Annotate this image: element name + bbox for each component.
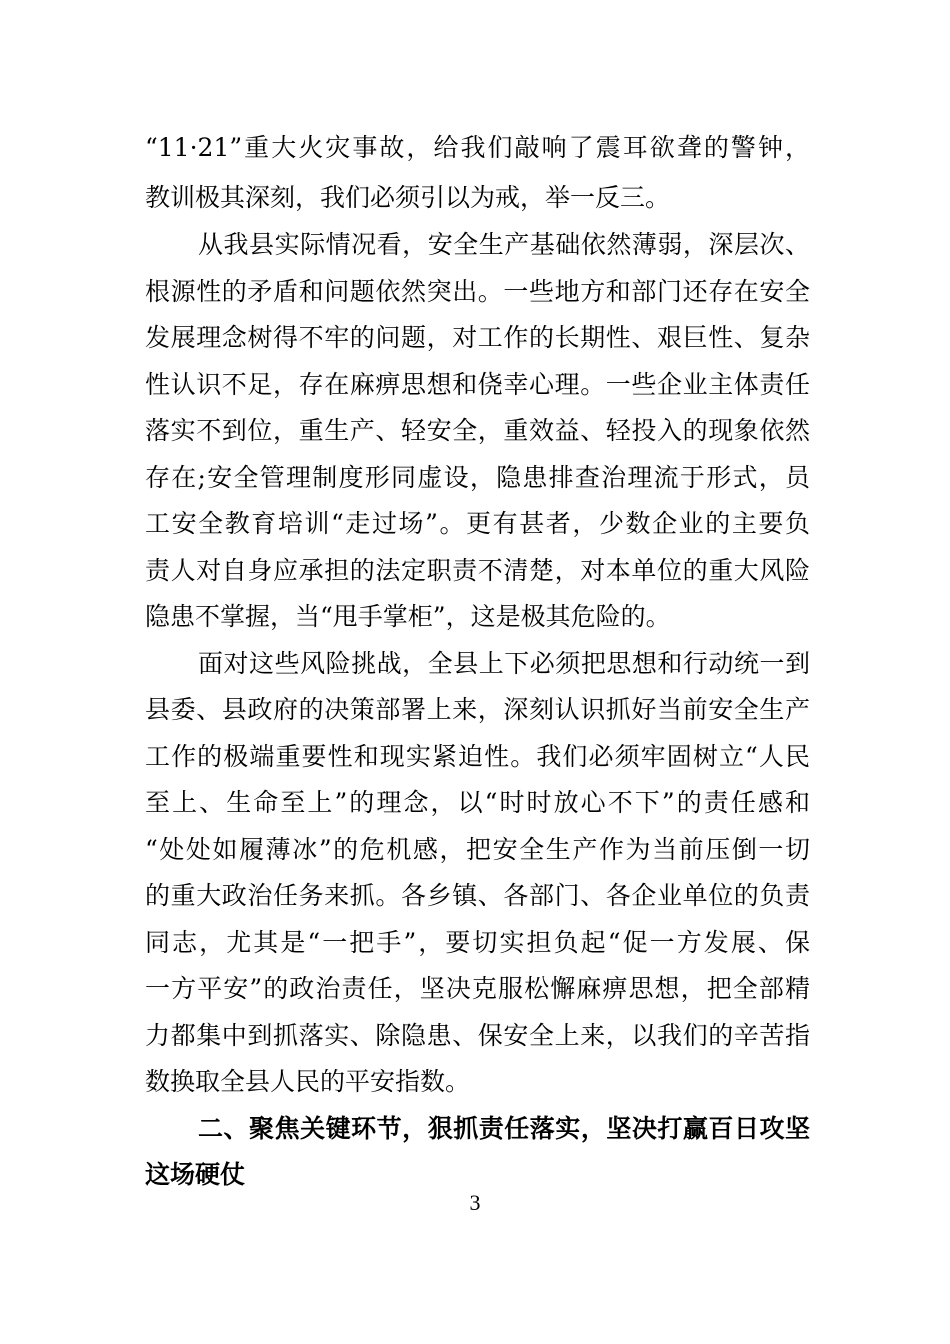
text-line: “11·21”重大火灾事故，给我们敲响了震耳欲聋的警钟，	[145, 133, 810, 162]
text-line: 同志，尤其是“一把手”，要切实担负起“促一方发展、保	[145, 928, 810, 957]
text-line: 的重大政治任务来抓。各乡镇、各部门、各企业单位的负责	[145, 881, 810, 910]
text-line: 责人对自身应承担的法定职责不清楚，对本单位的重大风险	[145, 556, 810, 585]
text-line: 面对这些风险挑战，全县上下必须把思想和行动统一到	[198, 649, 810, 678]
text-line: 工安全教育培训“走过场”。更有甚者，少数企业的主要负	[145, 509, 810, 538]
text-line: 至上、生命至上”的理念，以“时时放心不下”的责任感和	[145, 788, 810, 817]
section-heading: 二、聚焦关键环节，狠抓责任落实，坚决打赢百日攻坚	[198, 1114, 810, 1143]
text-line: 隐患不掌握，当“甩手掌柜”，这是极其危险的。	[145, 602, 671, 631]
text-line: 发展理念树得不牢的问题，对工作的长期性、艰巨性、复杂	[145, 323, 810, 352]
text-line: 力都集中到抓落实、除隐患、保安全上来，以我们的辛苦指	[145, 1021, 810, 1050]
text-line: 存在;安全管理制度形同虚设，隐患排查治理流于形式，员	[145, 463, 810, 492]
section-heading: 这场硬仗	[145, 1160, 246, 1189]
text-line: 性认识不足，存在麻痹思想和侥幸心理。一些企业主体责任	[145, 370, 810, 399]
text-line: 一方平安”的政治责任，坚决克服松懈麻痹思想，把全部精	[145, 974, 810, 1003]
text-line: 县委、县政府的决策部署上来，深刻认识抓好当前安全生产	[145, 695, 810, 724]
text-line: 教训极其深刻，我们必须引以为戒，举一反三。	[145, 183, 671, 212]
text-line: 工作的极端重要性和现实紧迫性。我们必须牢固树立“人民	[145, 742, 810, 771]
text-line: 从我县实际情况看，安全生产基础依然薄弱，深层次、	[198, 230, 810, 259]
text-line: 数换取全县人民的平安指数。	[145, 1067, 471, 1096]
text-line: “处处如履薄冰”的危机感，把安全生产作为当前压倒一切	[145, 835, 810, 864]
text-line: 落实不到位，重生产、轻安全，重效益、轻投入的现象依然	[145, 416, 810, 445]
text-line: 根源性的矛盾和问题依然突出。一些地方和部门还存在安全	[145, 277, 810, 306]
page-number: 3	[469, 1190, 481, 1215]
